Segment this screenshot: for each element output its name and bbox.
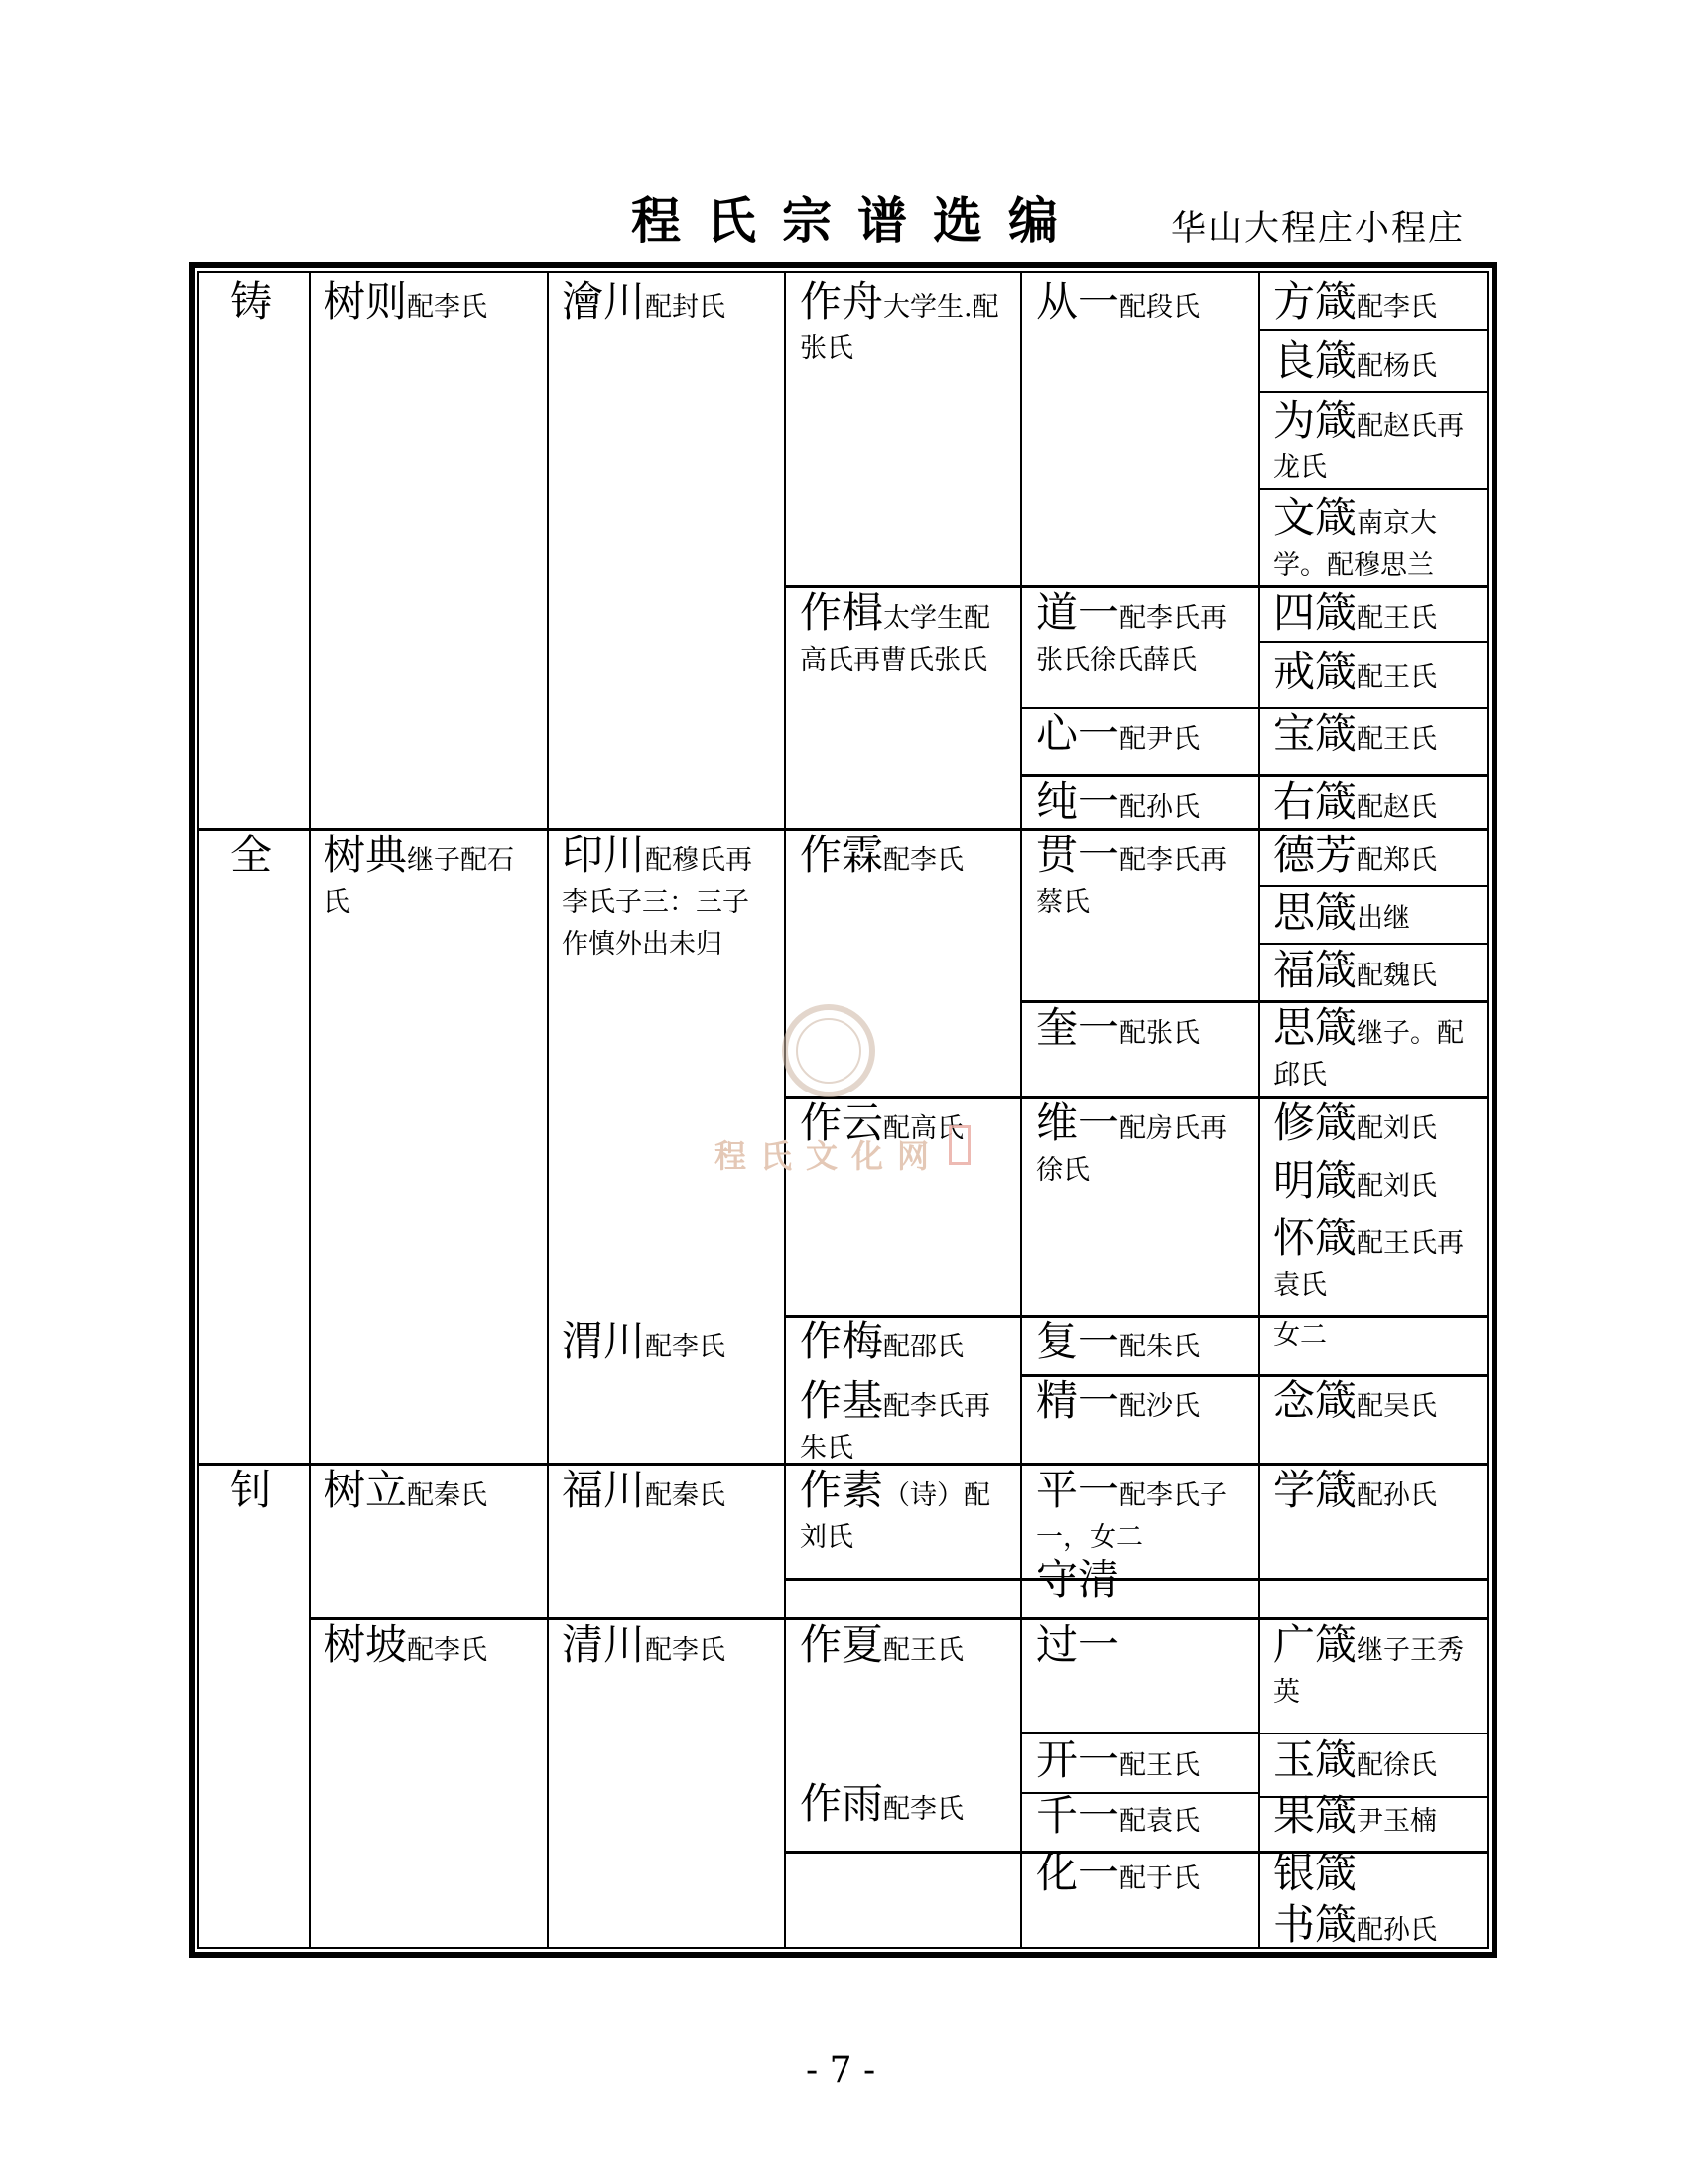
person-note: 配王氏再袁氏 [1273,1228,1465,1301]
genealogy-entry [1036,709,1244,761]
row-divider [784,1096,1487,1099]
person-name: 四箴 [1273,588,1358,637]
genealogy-entry [800,277,1006,370]
person-name: 作素 [800,1466,884,1514]
genealogy-entry [1036,1735,1244,1787]
person-note: 配王氏 [1119,1750,1201,1781]
person-note: 配封氏 [645,292,726,322]
column-divider [547,273,549,1947]
row-divider [1020,1732,1258,1734]
person-note: 配孙氏 [1357,1915,1438,1946]
genealogy-entry [1273,647,1482,699]
person-name: 玉箴 [1273,1735,1358,1784]
page-subtitle: 华山大程庄小程庄 [1171,209,1466,249]
genealogy-entry [1036,1098,1249,1192]
genealogy-entry [800,1466,1006,1559]
person-note: 配李氏子一，女二 [1036,1480,1228,1553]
person-name: 思箴 [1273,1003,1358,1052]
genealogy-entry [1273,1214,1482,1307]
person-note: 配李氏 [883,1794,965,1825]
person-note: 配秦氏 [407,1480,488,1511]
person-name: 作舟 [800,277,884,325]
person-name: 树则 [324,277,408,325]
genealogy-entry [324,277,537,328]
person-note: 配徐氏 [1357,1750,1438,1781]
person-name: 纯一 [1036,777,1120,826]
person-name: 良箴 [1273,336,1358,385]
genealogy-entry [1273,831,1482,882]
genealogy-entry [1036,1555,1244,1606]
person-note: 配孙氏 [1357,1480,1438,1511]
row-divider [1258,1733,1487,1734]
person-name: 清川 [562,1620,646,1669]
genealogy-entry [1036,777,1244,829]
person-name: 文箴 [1273,493,1358,542]
person-note: 配刘氏 [1357,1171,1438,1202]
person-name: 方箴 [1273,277,1358,325]
person-name: 树典 [324,831,408,879]
person-note: 配朱氏 [1119,1332,1201,1362]
genealogy-entry [1273,1735,1482,1787]
genealogy-entry [1036,1003,1244,1055]
person-note: 配刘氏 [1357,1113,1438,1144]
person-note: 配张氏 [1119,1018,1201,1049]
genealogy-entry [1273,1849,1482,1900]
person-name: 银箴 [1273,1849,1358,1897]
person-name: 作夏 [800,1620,884,1669]
genealogy-entry [800,588,1006,682]
genealogy-entry [1273,888,1482,940]
genealogy-entry [1273,1308,1482,1356]
person-name: 德芳 [1273,831,1358,879]
person-note: 配袁氏 [1119,1806,1201,1837]
person-note: 配李氏 [645,1332,726,1362]
person-note: 配李氏再朱氏 [800,1391,991,1464]
generation-label-1: 铸 [230,277,273,325]
genealogy-entry [1273,493,1482,586]
person-name: 千一 [1036,1791,1120,1840]
person-name: 树立 [324,1466,408,1514]
generation-label-2: 全 [230,831,273,879]
genealogy-entry [1036,1376,1244,1428]
person-note: 配魏氏 [1357,961,1438,991]
person-name: 怀箴 [1273,1214,1358,1262]
genealogy-entry [1273,709,1482,761]
person-note: 配沙氏 [1119,1391,1201,1422]
person-name: 化一 [1036,1849,1120,1897]
person-name: 过一 [1036,1620,1120,1669]
person-name: 为箴 [1273,396,1358,445]
genealogy-entry [1036,1317,1244,1368]
person-note: 配李氏 [407,1635,488,1666]
person-note: 配于氏 [1119,1863,1201,1894]
genealogy-entry [562,1466,775,1517]
person-note: 继子。配邱氏 [1273,1018,1465,1091]
person-name: 奎一 [1036,1003,1120,1052]
watermark-seal-icon [782,1004,875,1097]
person-note: 配李氏再张氏徐氏薛氏 [1036,603,1228,676]
genealogy-entry [1273,588,1482,640]
person-name: 树坡 [324,1620,408,1669]
genealogy-entry [800,1317,1006,1368]
person-note: 配郑氏 [1357,845,1438,876]
person-name: 右箴 [1273,777,1358,826]
genealogy-entry [800,1779,1006,1831]
genealogy-entry [1273,1466,1482,1517]
person-note: 配秦氏 [645,1480,726,1511]
person-note: 配李氏 [883,845,965,876]
person-name: 书箴 [1273,1900,1358,1949]
page-title: 程氏宗谱选编 [631,192,1084,250]
person-note: 配邵氏 [883,1332,965,1362]
genealogy-entry [1273,777,1482,829]
person-note: 配王氏 [1357,662,1438,693]
person-name: 作基 [800,1376,884,1425]
genealogy-entry [1036,1466,1244,1559]
person-note: 配高氏 [883,1113,965,1144]
genealogy-entry [1273,1791,1482,1843]
genealogy-entry [562,831,775,965]
person-name: 明箴 [1273,1156,1358,1205]
genealogy-entry [800,831,1006,882]
person-name: 道一 [1036,588,1120,637]
genealogy-entry [324,831,537,924]
genealogy-entry [1036,831,1249,924]
person-note: 配吴氏 [1357,1391,1438,1422]
person-note: 配赵氏 [1357,792,1438,823]
person-note: 配尹氏 [1119,724,1201,755]
genealogy-entry [1036,1849,1244,1900]
person-name: 精一 [1036,1376,1120,1425]
person-name: 从一 [1036,277,1120,325]
person-name: 学箴 [1273,1466,1358,1514]
person-note: 南京大学。配穆思兰 [1273,508,1438,580]
genealogy-entry [1036,1791,1244,1843]
person-note: 配段氏 [1119,292,1201,322]
row-divider [1258,943,1487,945]
person-name: 复一 [1036,1317,1120,1365]
person-name: 作霖 [800,831,884,879]
person-note: 配李氏 [407,292,488,322]
genealogy-entry [1273,336,1482,388]
generation-label-3: 钊 [230,1466,273,1514]
person-note: 配赵氏再龙氏 [1273,411,1465,483]
genealogy-entry [1036,277,1244,328]
person-note: 配王氏 [1357,724,1438,755]
person-name: 戒箴 [1273,647,1358,696]
genealogy-entry [1273,1098,1482,1150]
person-name: 作雨 [800,1779,884,1828]
genealogy-entry [1273,1620,1482,1714]
person-name: 念箴 [1273,1376,1358,1425]
person-name: 广箴 [1273,1620,1358,1669]
genealogy-entry [800,1376,1008,1470]
person-note: 配房氏再徐氏 [1036,1113,1228,1186]
genealogy-entry [562,277,775,328]
person-note: （诗）配刘氏 [800,1480,991,1553]
column-divider [1258,273,1260,1947]
genealogy-entry [1273,396,1482,489]
person-name: 作云 [800,1098,884,1147]
person-note: 配杨氏 [1357,351,1438,382]
genealogy-entry [1036,588,1249,682]
person-note: 继子配石氏 [324,845,515,918]
person-name: 平一 [1036,1466,1120,1514]
watermark-text: 程氏文化网 [714,1137,944,1175]
person-note: 配孙氏 [1119,792,1201,823]
person-name: 福川 [562,1466,646,1514]
person-name: 开一 [1036,1735,1120,1784]
person-name: 心一 [1036,709,1120,758]
genealogy-entry [1273,1900,1482,1952]
person-note: 配李氏 [645,1635,726,1666]
person-name: 作楫 [800,588,884,637]
person-name: 维一 [1036,1098,1120,1147]
person-note: 女二 [1273,1320,1327,1350]
genealogy-entry [324,1620,537,1672]
person-name: 福箴 [1273,946,1358,994]
person-note: 大学生.配张氏 [800,292,999,364]
person-note: 尹玉楠 [1357,1806,1438,1837]
row-divider [1258,329,1487,331]
genealogy-entry [562,1317,775,1368]
person-name: 澮川 [562,277,646,325]
genealogy-entry [562,1620,775,1672]
person-name: 渭川 [562,1317,646,1365]
genealogy-entry [1273,1156,1482,1208]
person-note: 出继 [1357,903,1411,934]
person-name: 守清 [1036,1555,1120,1604]
row-divider [1258,391,1487,393]
watermark-stamp-icon [949,1125,971,1165]
genealogy-entry [800,1620,1006,1672]
person-note: 配王氏 [1357,603,1438,634]
person-name: 贯一 [1036,831,1120,879]
person-note: 太学生配高氏再曹氏张氏 [800,603,991,676]
genealogy-entry [1036,1620,1244,1672]
person-name: 印川 [562,831,646,879]
person-name: 作梅 [800,1317,884,1365]
genealogy-entry [324,1466,537,1517]
person-note: 配穆氏再李氏子三：三子作慎外出未归 [562,845,753,960]
genealogy-entry [1273,277,1482,328]
person-name: 修箴 [1273,1098,1358,1147]
person-name: 思箴 [1273,888,1358,937]
person-note: 配王氏 [883,1635,965,1666]
genealogy-entry [1273,946,1482,997]
person-note: 继子王秀英 [1273,1635,1465,1708]
person-note: 配李氏 [1357,292,1438,322]
row-divider [1258,885,1487,887]
person-name: 宝箴 [1273,709,1358,758]
column-divider [784,273,786,1947]
page-number: - 7 - [806,2050,876,2091]
person-name: 果箴 [1273,1791,1358,1840]
column-divider [1020,273,1022,1947]
person-note: 配李氏再蔡氏 [1036,845,1228,918]
genealogy-entry [1273,1003,1482,1096]
row-divider [1258,641,1487,643]
column-divider [309,273,311,1947]
genealogy-entry [1273,1376,1482,1428]
